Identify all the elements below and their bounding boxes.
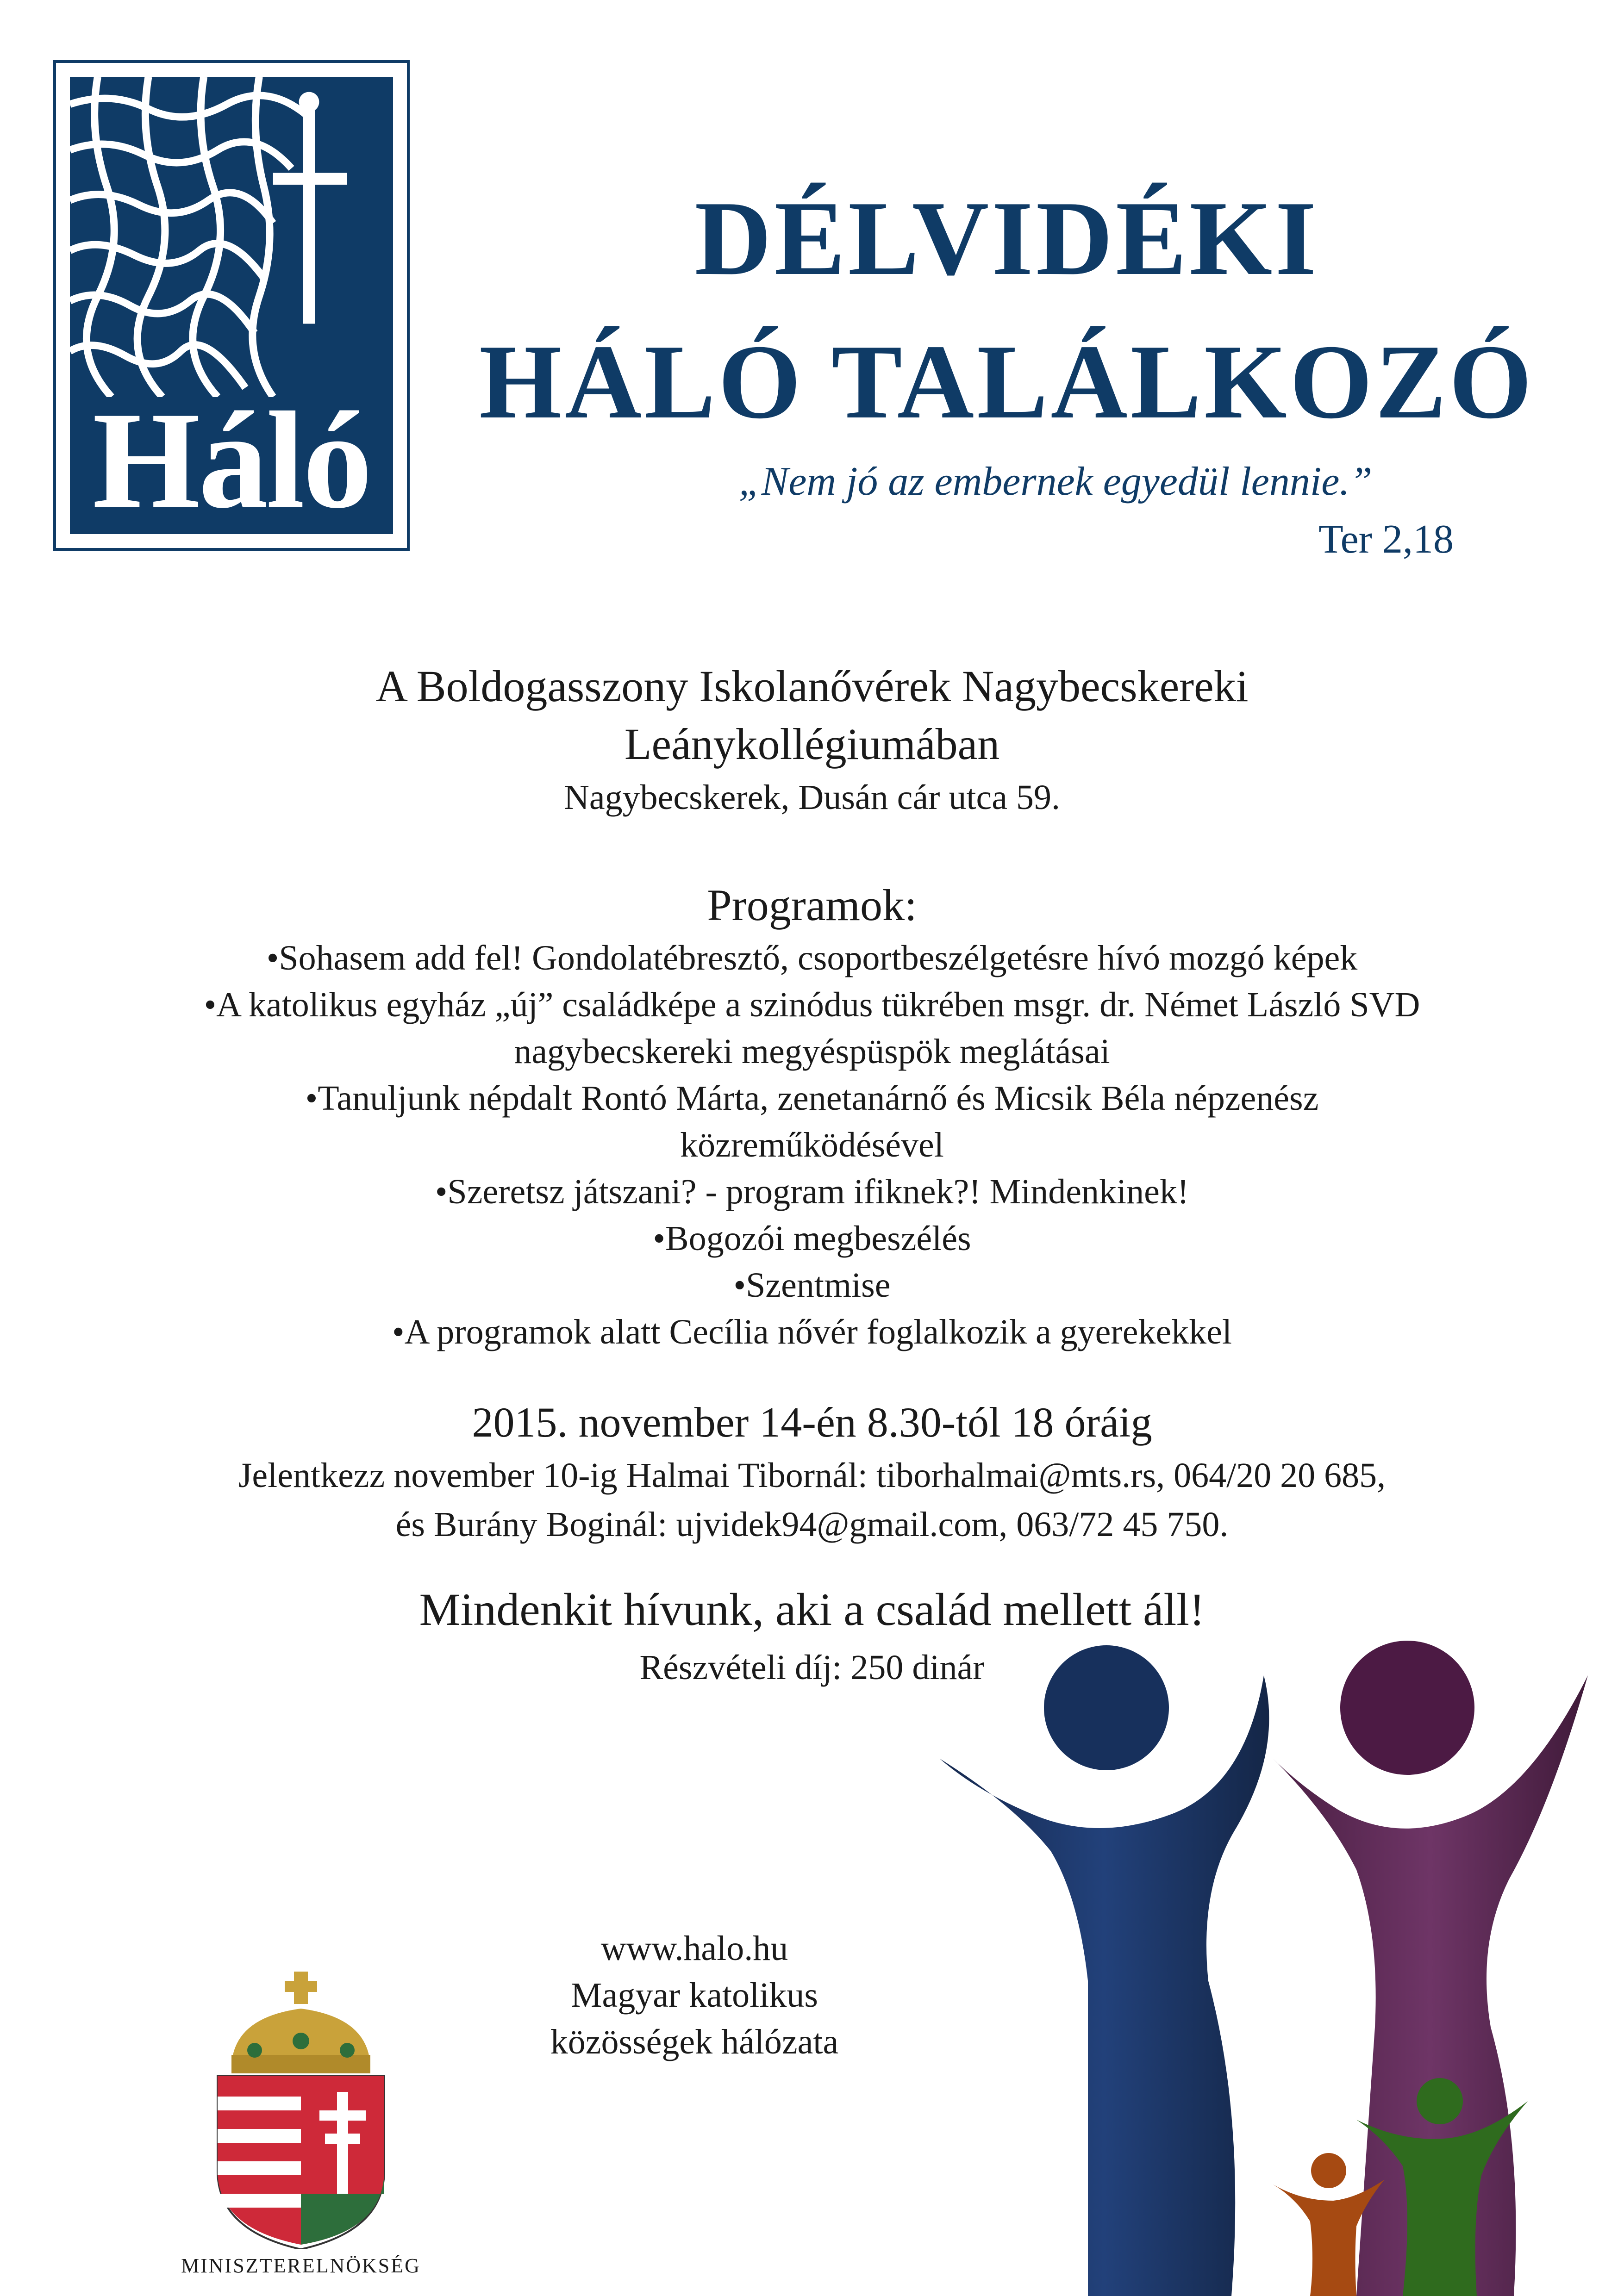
program-line: közreműködésével bbox=[680, 1126, 944, 1164]
program-line: •Sohasem add fel! Gondolatébresztő, csoportbeszélgetésre hívó mozgó képek bbox=[266, 939, 1358, 977]
bible-quote: „Nem jó az embernek egyedül lennie.” bbox=[738, 459, 1373, 504]
contact-line-2: és Burány Boginál: ujvidek94@gmail.com, 063/72 45 750. bbox=[395, 1505, 1229, 1544]
contact-info bbox=[93, 1451, 1531, 1549]
bible-reference: Ter 2,18 bbox=[1318, 517, 1454, 562]
family-figures-illustration bbox=[912, 1611, 1624, 2296]
figure-blue-head bbox=[1044, 1645, 1169, 1770]
title-line-2: HÁLÓ TALÁLKOZÓ bbox=[479, 323, 1535, 441]
call-to-action: Mindenkit hívunk, aki a család mellett áll! bbox=[419, 1584, 1205, 1635]
program-line: •A programok alatt Cecília nővér foglalkozik a gyerekekkel bbox=[392, 1313, 1232, 1351]
figure-green-head bbox=[1417, 2078, 1463, 2124]
venue-name bbox=[139, 657, 1485, 773]
org-line-1: Magyar katolikus bbox=[570, 1976, 818, 2015]
venue-line-1: A Boldogasszony Iskolanővérek Nagybecskereki bbox=[375, 661, 1249, 711]
website-url: www.halo.hu bbox=[600, 1929, 788, 1968]
ministry-label: MINISZTERELNÖKSÉG bbox=[181, 2254, 421, 2277]
organization-footer bbox=[417, 1925, 972, 2066]
venue-line-2: Leánykollégiumában bbox=[624, 719, 1000, 769]
event-date: 2015. november 14-én 8.30-tól 18 óráig bbox=[472, 1399, 1152, 1446]
logo-wordmark: Háló bbox=[92, 383, 371, 534]
program-line: •Bogozói megbeszélés bbox=[653, 1219, 971, 1258]
net-cross-icon bbox=[70, 77, 393, 397]
hungarian-coat-of-arms-icon bbox=[204, 1972, 398, 2249]
program-line: •A katolikus egyház „új” családképe a szinódus tükrében msgr. dr. Német László SVD bbox=[204, 985, 1420, 1024]
event-title bbox=[417, 167, 1597, 454]
participation-fee: Részvételi díj: 250 dinár bbox=[639, 1648, 985, 1687]
title-line-1: DÉLVIDÉKI bbox=[694, 179, 1319, 297]
halo-logo bbox=[53, 60, 410, 551]
figure-orange-head bbox=[1311, 2153, 1346, 2188]
program-line: •Szentmise bbox=[733, 1266, 891, 1305]
logo-panel bbox=[70, 77, 393, 534]
venue-address: Nagybecskerek, Dusán cár utca 59. bbox=[564, 778, 1060, 817]
org-line-2: közösségek hálózata bbox=[550, 2022, 839, 2061]
contact-line-1: Jelentkezz november 10-ig Halmai Tibornál: tiborhalmai@mts.rs, 064/20 20 685, bbox=[238, 1456, 1386, 1495]
program-line: nagybecskereki megyéspüspök meglátásai bbox=[514, 1032, 1110, 1071]
program-line: •Tanuljunk népdalt Rontó Márta, zenetanárnő és Micsik Béla népzenész bbox=[305, 1079, 1319, 1118]
figure-purple-head bbox=[1340, 1641, 1474, 1775]
programs-list bbox=[93, 935, 1531, 1356]
programs-heading: Programok: bbox=[707, 880, 917, 930]
program-line: •Szeretsz játszani? - program ifiknek?! Mindenkinek! bbox=[435, 1172, 1189, 1211]
